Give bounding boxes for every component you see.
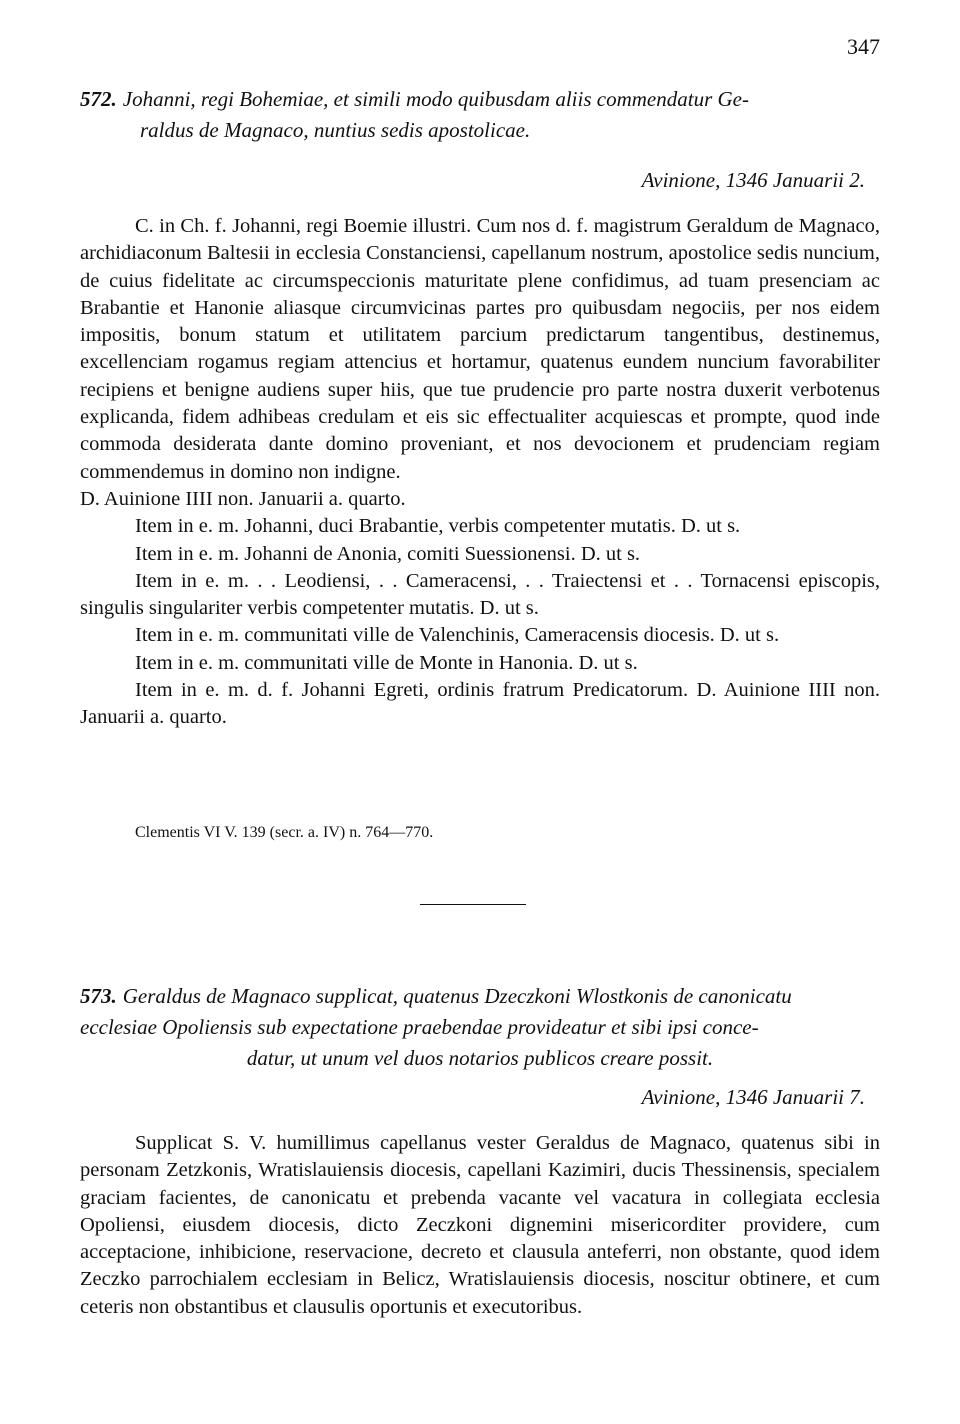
page-number: 347 (847, 34, 880, 59)
entry-573-number: 573. (80, 984, 117, 1008)
entry-572-paragraph: Item in e. m. communitati ville de Valenchinis, Cameracensis diocesis. D. ut s. (135, 624, 780, 647)
entry-572-paragraph: Item in e. m. d. f. Johanni Egreti, ordinis fratrum Predicatorum. D. Auinione IIII non. Januarii a. quarto. (80, 679, 880, 729)
entry-572-title-line1: Johanni, regi Bohemiae, et simili modo quibusdam aliis commendatur Ge- (122, 87, 749, 111)
entry-573-date: Avinione, 1346 Januarii 7. (641, 1085, 865, 1109)
entry-572-date: Avinione, 1346 Januarii 2. (641, 168, 865, 192)
entry-572-paragraph: Item in e. m. Johanni de Anonia, comiti Suessionensi. D. ut s. (135, 542, 641, 565)
entry-572-source: Clementis VI V. 139 (secr. a. IV) n. 764—770. (135, 824, 434, 841)
entry-573-heading (80, 981, 880, 1074)
entry-572-paragraph: C. in Ch. f. Johanni, regi Boemie illustri. Cum nos d. f. magistrum Geraldum de Magnaco, archidiaconum Baltesii in ecclesia Constanciensi, capellanum nostrum, apostolice sedis nuncium, de cuius fidelitate ac circumspeccionis maturitate plene confidimus, ad tuam presenciam ac Brabantie et Hanonie aliasque circumvicinas partes pro quibusdam negociis, per nos eidem impositis, bonum statum et utilitatem parcium predictarum tangentibus, destinemus, excellenciam rogamus regiam attencius et hortamur, quatenus eundem nuncium favorabiliter recipiens et benigne audiens super hiis, que tue prudencie pro parte nostra duxerit verbotenus explicanda, fidem adhibeas credulam et eis sic effectualiter acquiescas et prompte, quod inde commoda desiderata dante domino proveniant, et nos devocionem et prudenciam regiam commendemus in domino non indigne. (80, 215, 880, 483)
entry-572-paragraph: Item in e. m. . . Leodiensi, . . Cameracensi, . . Traiectensi et . . Tornacensi episcopis, singulis singulariter verbis competenter mutatis. D. ut s. (80, 569, 880, 620)
entry-573-title-line2: ecclesiae Opoliensis sub expectatione praebendae provideatur et sibi ipsi conce- (80, 1015, 759, 1039)
entry-572-body (80, 213, 880, 732)
entry-572-heading (80, 84, 880, 146)
entry-573-paragraph: Supplicat S. V. humillimus capellanus vester Geraldus de Magnaco, quatenus sibi in personam Zetzkonis, Wratislauiensis diocesis, capellani Kazimiri, ducis Thessinensis, specialem graciam facientes, de canonicatu et prebenda vacante vel vacatura in collegiata ecclesia Opoliensi, eiusdem diocesis, dicto Zeczkoni dignemini misericorditer providere, cum acceptacione, inhibicione, reservacione, decreto et clausula anteferri, non obstante, quod idem Zeczko parrochialem ecclesiam in Belicz, Wratislauiensis diocesis, noscitur obtinere, et cum ceteris non obstantibus et clausulis oportunis et executoribus. (80, 1132, 880, 1318)
entry-572-paragraph: Item in e. m. communitati ville de Monte in Hanonia. D. ut s. (135, 651, 638, 674)
entry-573-body (80, 1130, 880, 1321)
entry-573-title-line1: Geraldus de Magnaco supplicat, quatenus Dzeczkoni Wlostkonis de canonicatu (122, 984, 792, 1008)
entry-572-paragraph: Item in e. m. Johanni, duci Brabantie, verbis competenter mutatis. D. ut s. (135, 515, 741, 538)
entry-572-number: 572. (80, 87, 117, 111)
entry-572-title-line2: raldus de Magnaco, nuntius sedis apostolicae. (140, 118, 531, 142)
section-divider (420, 904, 526, 905)
entry-572-paragraph: D. Auinione IIII non. Januarii a. quarto. (80, 487, 406, 510)
entry-573-title-line3: datur, ut unum vel duos notarios publicos creare possit. (246, 1046, 714, 1070)
